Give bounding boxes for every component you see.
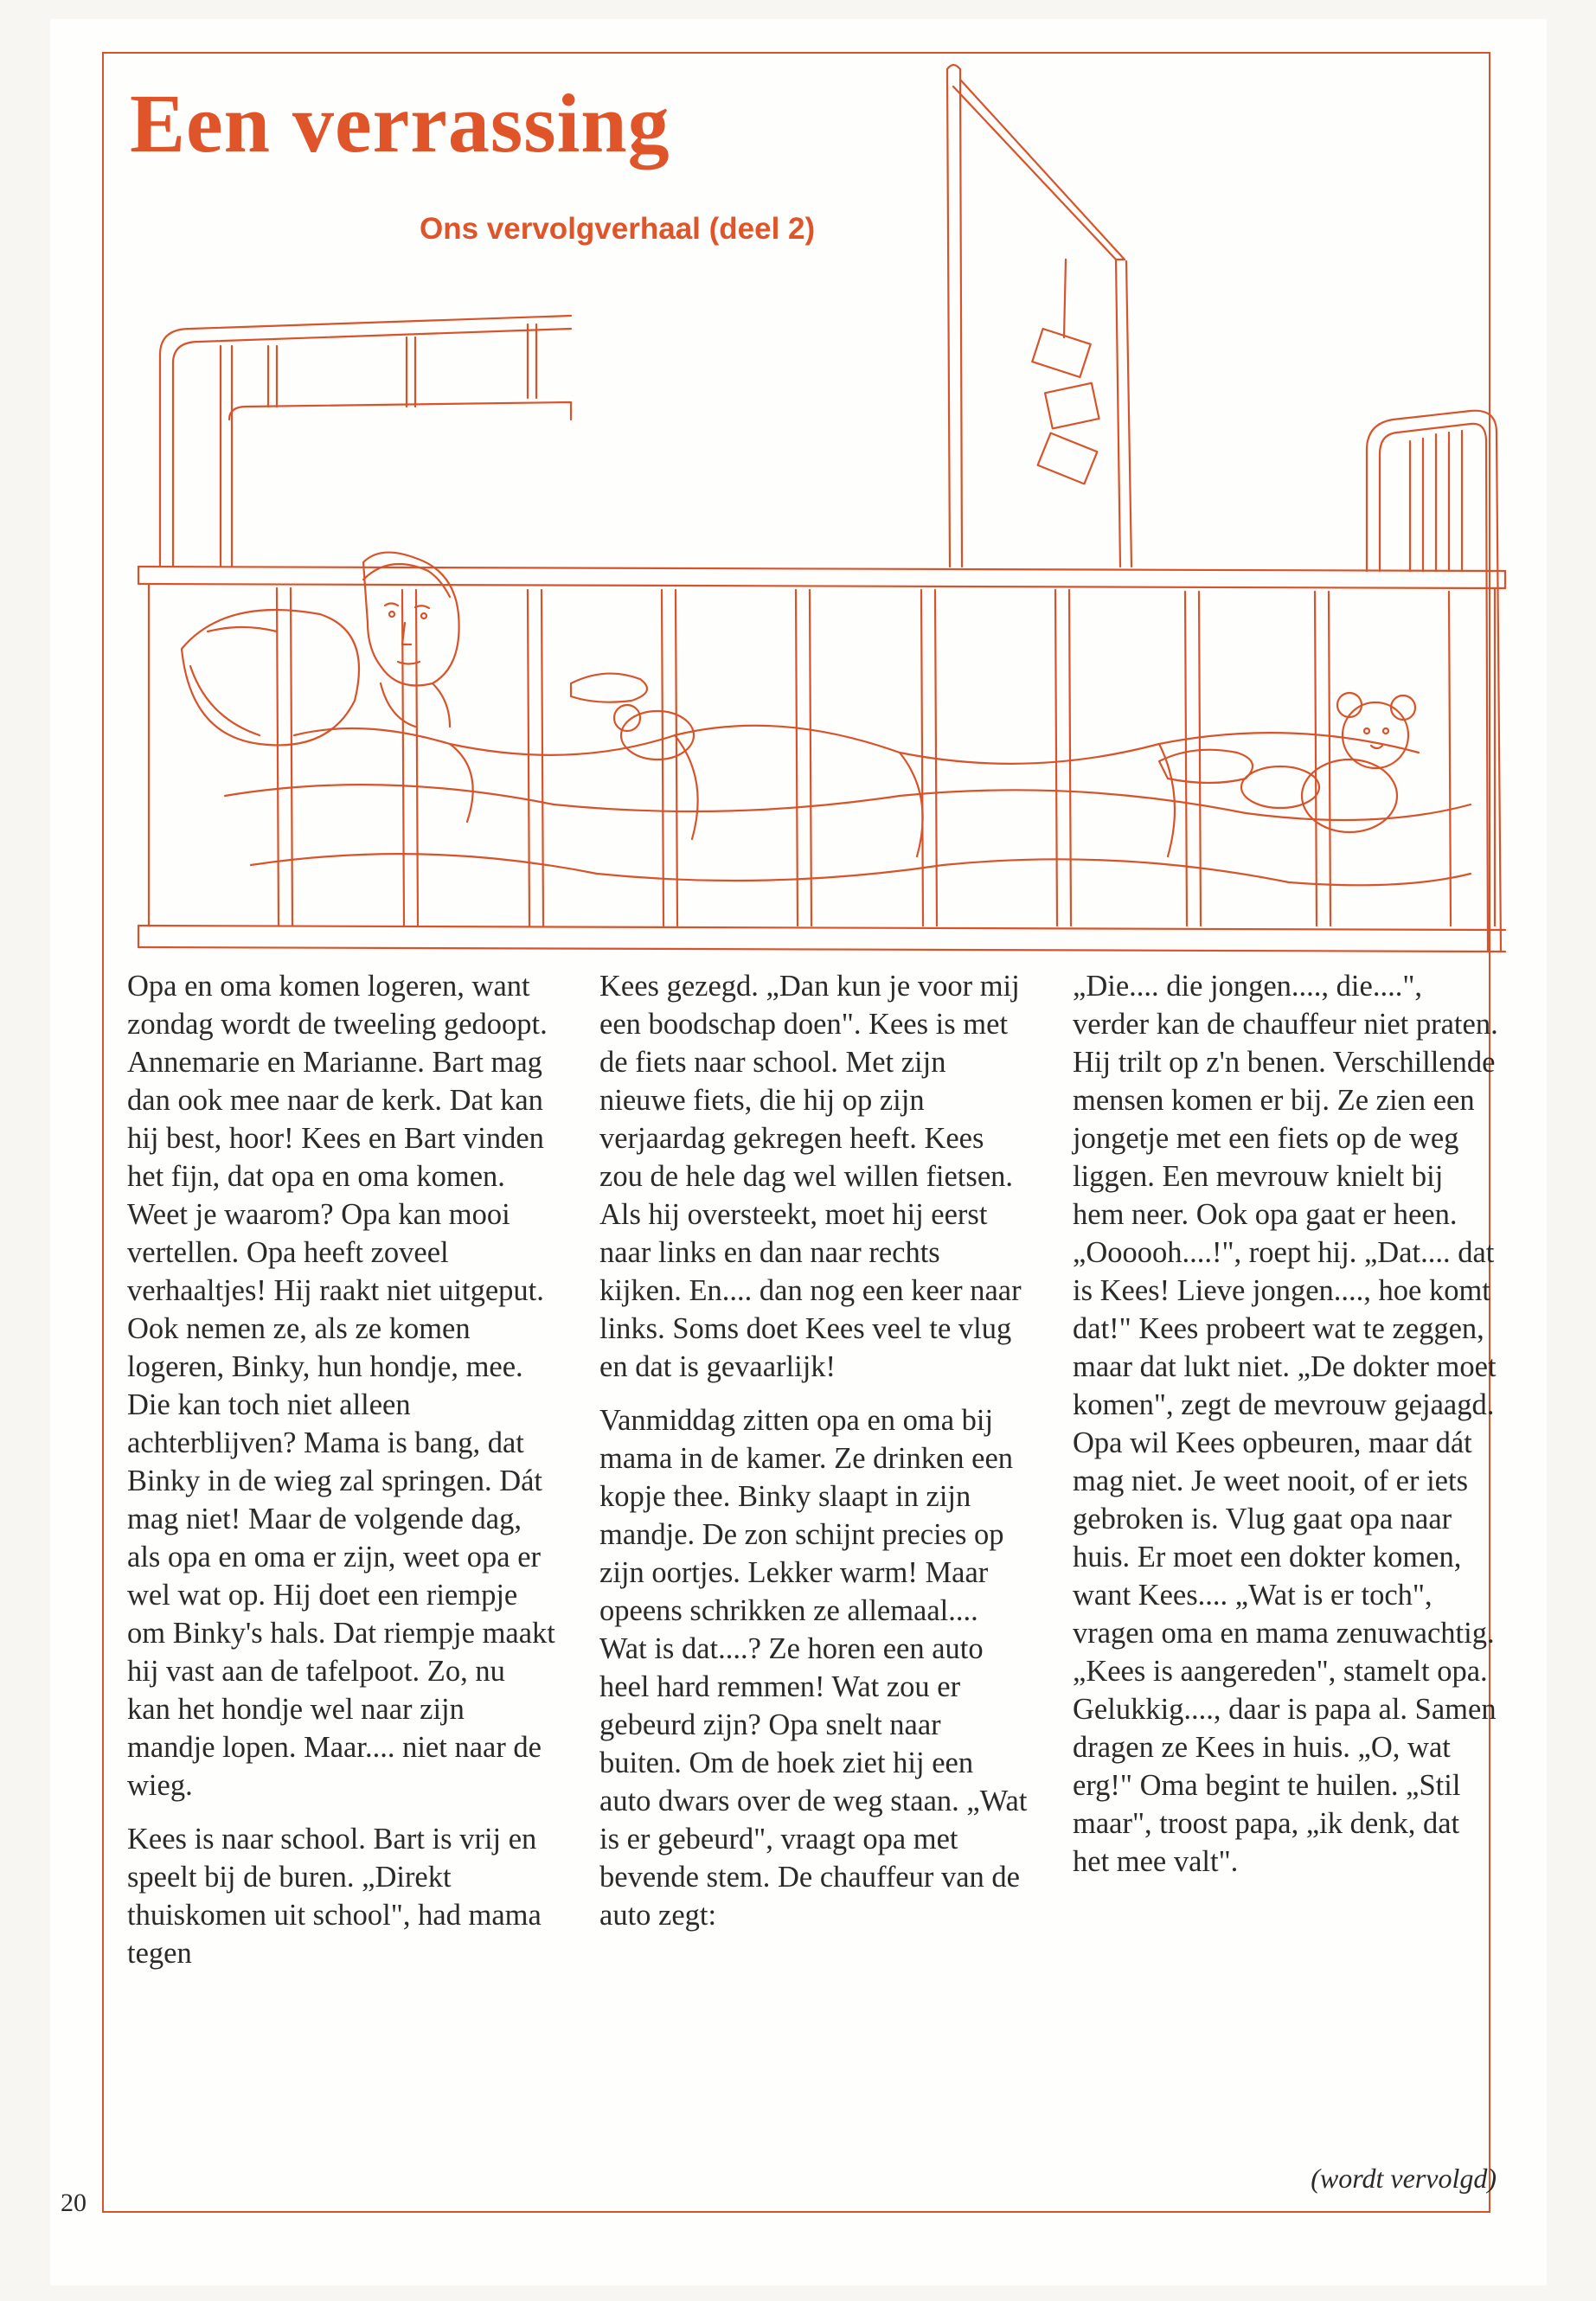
article-title: Een verrassing: [130, 77, 670, 170]
paragraph: „Die.... die jongen...., die....", verder kan de chauffeur niet praten. Hij trilt op z'n benen. Verschillende mensen komen er bij. Ze zien een jongetje met een fiets op de weg liggen. Een mevrouw knielt bij hem neer. Ook opa gaat er heen. „Oooooh....!", roept hij. „Dat.... dat is Kees! Lieve jongen...., hoe komt dat!" Kees probeert wat te zeggen, maar dat lukt niet. „De dokter moet komen", zegt de mevrouw gejaagd. Opa wil Kees opbeuren, maar dát mag niet. Je weet nooit, of er iets gebroken is. Vlug gaat opa naar huis. Er moet een dokter komen, want Kees.... „Wat is er toch", vragen oma en mama zenuwachtig. „Kees is aangereden", stamelt opa. Gelukkig...., daar is papa al. Samen dragen ze Kees in huis. „O, wat erg!" Oma begint te huilen. „Stil maar", troost papa, „ik denk, dat het mee valt".: [1073, 970, 1498, 1878]
boy-drawing: [363, 553, 459, 727]
text-column-1: [127, 967, 555, 1972]
page-number: 20: [61, 2189, 87, 2217]
paragraph: Kees gezegd. „Dan kun je voor mij een boodschap doen". Kees is met de fiets naar school. Met zijn nieuwe fiets, die hij op zijn verjaardag gekregen heeft. Kees zou de hele dag wel willen fietsen. Als hij oversteekt, moet hij eerst naar links en dan naar rechts kijken. En.... dan nog een keer naar links. Soms doet Kees veel te vlug en dat is gevaarlijk!: [599, 970, 1022, 1383]
to-be-continued: (wordt vervolgd): [1311, 2163, 1497, 2194]
blanket-drawing: [225, 726, 1471, 886]
paragraph: Opa en oma komen logeren, want zondag wordt de tweeling gedoopt. Annemarie en Marianne. Bart mag dan ook mee naar de kerk. Dat kan hij best, hoor! Kees en Bart vinden het fijn, dat opa en oma komen. Weet je waarom? Opa kan mooi vertellen. Opa heeft zoveel verhaaltjes! Hij raakt niet uitgeput. Ook nemen ze, als ze komen logeren, Binky, hun hondje, mee. Die kan toch niet alleen achterblijven? Mama is bang, dat Binky in de wieg zal springen. Dát mag niet! Maar de volgende dag, als opa en oma er zijn, weet opa er wel wat op. Hij doet een riempje om Binky's hals. Dat riempje maakt hij vast aan de tafelpoot. Zo, nu kan het hondje wel naar zijn mandje lopen. Maar.... niet naar de wieg.: [127, 970, 555, 1802]
paragraph: Kees is naar school. Bart is vrij en speelt bij de buren. „Direkt thuiskomen uit school", had mama tegen: [127, 1823, 542, 1970]
iv-stand-drawing: [947, 65, 1131, 567]
teddy-bear-drawing: [1241, 693, 1415, 832]
text-column-2: [599, 967, 1028, 1934]
bed-illustration: [121, 61, 1522, 960]
bed-rail-drawing: [138, 567, 1505, 952]
paragraph: Vanmiddag zitten opa en oma bij mama in de kamer. Ze drinken een kopje thee. Binky slaapt in zijn mandje. De zon schijnt precies op zijn oortjes. Lekker warm! Maar opeens schrikken ze allemaal.... Wat is dat....? Ze horen een auto heel hard remmen! Wat zou er gebeurd zijn? Opa snelt naar buiten. Om de hoek ziet hij een auto dwars over de weg staan. „Wat is er gebeurd", vraagt opa met bevende stem. De chauffeur van de auto zegt:: [599, 1404, 1028, 1932]
hand-drawing: [571, 674, 647, 702]
text-column-3: [1073, 967, 1501, 1881]
footboard-drawing: [1367, 411, 1501, 952]
headboard-drawing: [160, 316, 571, 567]
article-subtitle: Ons vervolgverhaal (deel 2): [420, 212, 816, 246]
